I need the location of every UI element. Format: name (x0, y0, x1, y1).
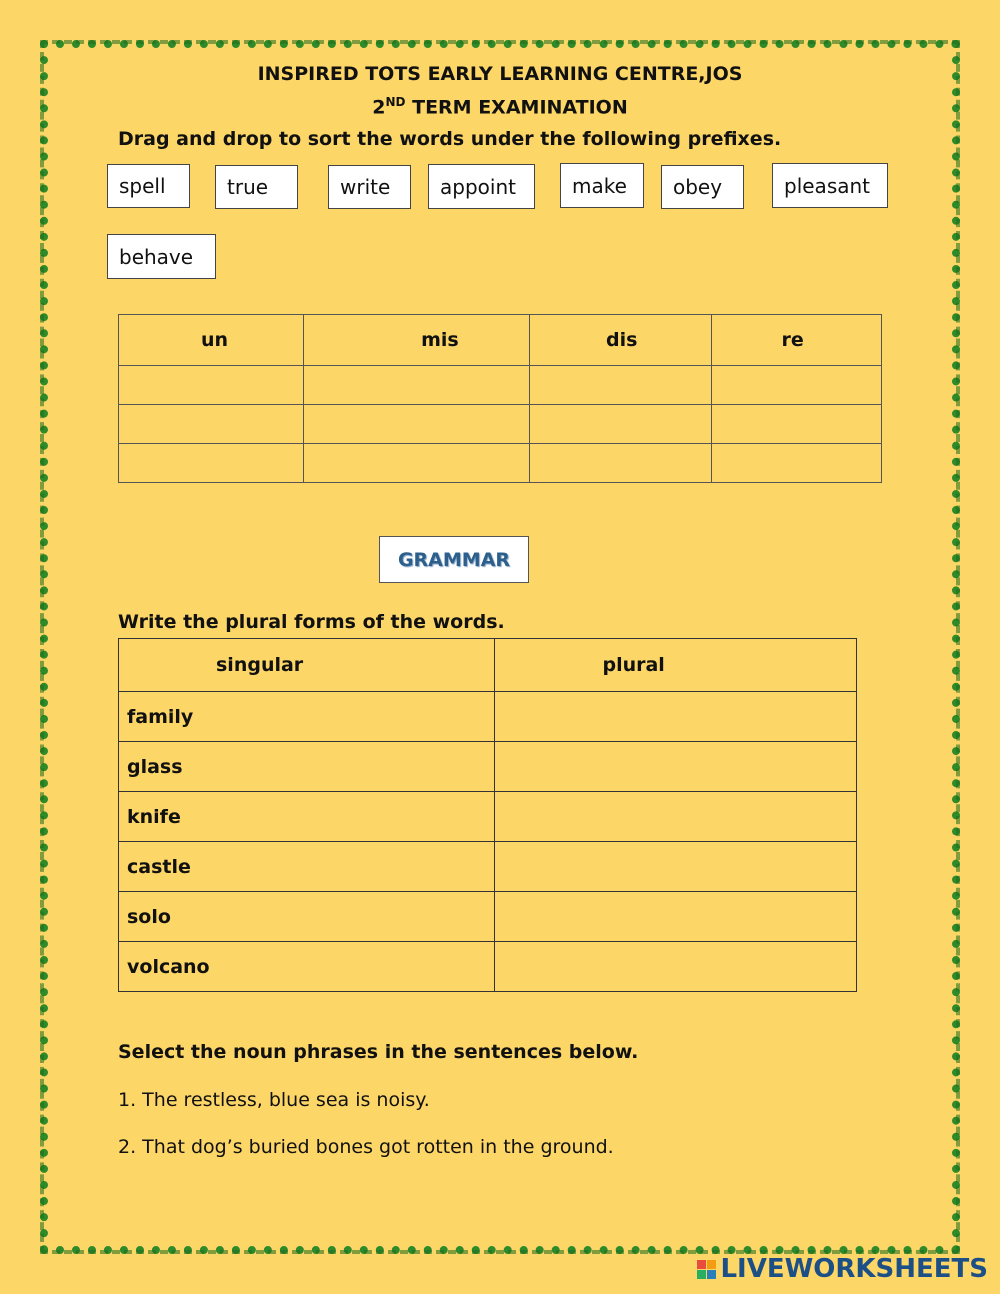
plural-answer-cell[interactable] (495, 892, 857, 942)
singular-word: castle (119, 842, 495, 892)
word-tile-true[interactable]: true (215, 165, 298, 209)
drop-cell[interactable] (304, 366, 530, 405)
drop-cell[interactable] (119, 405, 304, 444)
drop-cell[interactable] (304, 444, 530, 483)
drop-cell[interactable] (530, 444, 712, 483)
drop-cell[interactable] (304, 405, 530, 444)
word-tile-write[interactable]: write (328, 165, 411, 209)
word-tile-behave[interactable]: behave (107, 234, 216, 279)
drop-cell[interactable] (530, 366, 712, 405)
word-tile-appoint[interactable]: appoint (428, 164, 535, 209)
drop-cell[interactable] (119, 444, 304, 483)
sentence-2[interactable]: 2. That dog’s buried bones got rotten in the ground. (118, 1136, 614, 1158)
drop-cell[interactable] (119, 366, 304, 405)
header-plural: plural (495, 639, 857, 692)
header-mis: mis (304, 315, 530, 366)
grammar-heading: GRAMMAR (379, 536, 529, 583)
drop-cell[interactable] (711, 444, 882, 483)
noun-phrase-instruction: Select the noun phrases in the sentences below. (118, 1041, 639, 1063)
plural-answer-cell[interactable] (495, 692, 857, 742)
plural-instruction: Write the plural forms of the words. (118, 611, 505, 633)
plural-answer-cell[interactable] (495, 842, 857, 892)
liveworksheets-mark-icon (697, 1260, 716, 1279)
school-title: INSPIRED TOTS EARLY LEARNING CENTRE,JOS (257, 63, 743, 85)
header-dis: dis (530, 315, 712, 366)
header-singular: singular (119, 639, 495, 692)
word-tile-make[interactable]: make (560, 163, 644, 208)
word-tile-spell[interactable]: spell (107, 164, 190, 208)
sentence-1[interactable]: 1. The restless, blue sea is noisy. (118, 1089, 430, 1111)
singular-word: knife (119, 792, 495, 842)
liveworksheets-logo (697, 1254, 988, 1284)
brand-name: LIVEWORKSHEETS (720, 1254, 988, 1284)
drop-cell[interactable] (711, 366, 882, 405)
plural-answer-cell[interactable] (495, 742, 857, 792)
singular-word: family (119, 692, 495, 742)
singular-word: glass (119, 742, 495, 792)
plural-answer-cell[interactable] (495, 942, 857, 992)
plural-answer-cell[interactable] (495, 792, 857, 842)
exam-title: 2ND TERM EXAMINATION (372, 95, 628, 119)
prefix-sort-table (118, 314, 882, 483)
word-tile-obey[interactable]: obey (661, 165, 744, 209)
header-un: un (119, 315, 304, 366)
plural-table (118, 638, 857, 992)
word-tile-pleasant[interactable]: pleasant (772, 163, 888, 208)
header-re: re (711, 315, 882, 366)
drop-cell[interactable] (530, 405, 712, 444)
drop-cell[interactable] (711, 405, 882, 444)
prefix-instruction: Drag and drop to sort the words under the following prefixes. (118, 128, 782, 150)
singular-word: volcano (119, 942, 495, 992)
singular-word: solo (119, 892, 495, 942)
